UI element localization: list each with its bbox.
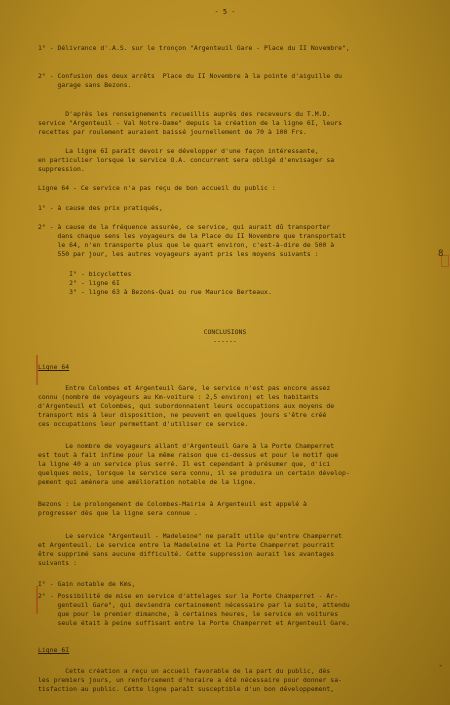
- section-heading-ligne-61: Ligne 6I: [38, 646, 70, 654]
- text-line: Le nombre de voyageurs allant d'Argenteuil Gare à la Porte Champerret: [38, 442, 335, 450]
- text-line: connu (nombre de voyageurs au Km-voiture : 2,5 environ) et les habitants: [38, 393, 319, 401]
- text-line: recettes par roulement auraient baissé journellement de 70 à 100 Frs.: [38, 128, 307, 136]
- text-line: 2° - Confusion des deux arrêts Place du II Novembre à la pointe d'aiguille du: [38, 72, 343, 80]
- text-line: 1° - à cause des prix pratiqués,: [38, 204, 163, 212]
- text-line: les premiers jours, un renforcement d'horaire a été nécessaire pour donner sa-: [38, 676, 343, 684]
- text-line: Le service "Argenteuil - Madeleine" ne paraît utile qu'entre Champerret: [38, 532, 343, 540]
- text-line: être supprimé sans aucune difficulté. Cette suppression aurait les avantages: [38, 550, 335, 558]
- section-heading-ligne-64-conclusion: Ligne 64: [38, 363, 70, 371]
- text-line: 2° - à cause de la fréquence assurée, ce service, qui aurait dû transporter: [38, 223, 331, 231]
- margin-mark: -: [438, 661, 444, 671]
- text-line: 550 par jour, les autres voyageurs ayant pris les moyens suivants :: [38, 250, 319, 258]
- text-line: 1° - Délivrance d'.A.S. sur le tronçon "Argenteuil Gare - Place du II Novembre",: [38, 44, 350, 52]
- conclusions-heading: CONCLUSIONS: [203, 328, 247, 336]
- text-line-bezons: Bezons : Le prolongement de Colombes-Mairie à Argenteuil est appelé à: [38, 500, 307, 508]
- text-line: Cette création a reçu un accueil favorable de la part du public, dès: [38, 667, 331, 675]
- conclusions-rule: ------: [213, 337, 237, 345]
- text-line: I° - Gain notable de Kms,: [38, 580, 136, 588]
- text-line: la ligne 40 a un service plus serré. Il est cependant à présumer que, d'ici: [38, 460, 331, 468]
- text-line: La ligne 6I paraît devoir se développer d'une façon intéressante,: [38, 147, 319, 155]
- text-line: ces occupations leur permettant d'utiliser ce service.: [38, 420, 249, 428]
- text-line: que pour le premier dimanche, à certaines heures, le service en voitures: [38, 610, 339, 618]
- text-line: suppression.: [38, 165, 85, 173]
- text-line: en particulier lorsque le service O.A. concurrent sera obligé d'envisager sa: [38, 156, 335, 164]
- text-line: d'Argenteuil et Colombes, qui subordonnaient leurs occupations aux moyens de: [38, 402, 335, 410]
- margin-mark: 8: [438, 249, 444, 259]
- text-line: dans chaque sens les voyageurs de la Place du II Novembre que transportait: [38, 232, 346, 240]
- text-line: le 64, n'en transporte plus que le quart environ, c'est-à-dire de 500 à: [38, 241, 335, 249]
- text-line: Entre Colombes et Argenteuil Gare, le service n'est pas encore assez: [38, 384, 331, 392]
- text-line: et Argenteuil. Le service entre la Madeleine et la Porte Champerret pourrait: [38, 541, 335, 549]
- text-line: tisfaction au public. Cette ligne paraît susceptible d'un bon développement,: [38, 685, 335, 693]
- text-line: 3° - ligne 63 à Bezons-Quai ou rue Maurice Berteaux.: [38, 288, 272, 296]
- section-heading-ligne-64: Ligne 64 - Ce service n'a pas reçu de bon accueil du public :: [38, 184, 276, 192]
- text-line: suivants :: [38, 559, 77, 567]
- text-line: genteuil Gare", qui deviendra certainement nécessaire par la suite, attendu: [38, 601, 350, 609]
- text-line: 2° - ligne 6I: [38, 279, 120, 287]
- text-line: progresser dès que la ligne sera connue .: [38, 509, 198, 517]
- text-line: garage sans Bezons.: [38, 81, 132, 89]
- text-line: service "Argenteuil - Val Notre-Dame" depuis la création de la ligne 6I, leurs: [38, 119, 343, 127]
- text-line: I° - bicyclettes: [38, 270, 132, 278]
- text-line: quelques mois, lorsque le service sera connu, il se produira un certain dévelop-: [38, 469, 350, 477]
- text-line: seule était à peine suffisant entre la Porte Champerret et Argenteuil Gare.: [38, 619, 350, 627]
- text-line: 2° - Possibilité de mise en service d'attelages sur la Porte Champerret - Ar-: [38, 592, 339, 600]
- page-number: - 5 -: [214, 8, 236, 16]
- text-line: transport mis à leur disposition, ne peuvent en quelques jours s'être créé: [38, 411, 327, 419]
- text-line: est tout à fait infime pour la même raison que ci-dessus et pour le motif que: [38, 451, 339, 459]
- text-line: pement qui amènera une amélioration notable de la ligne.: [38, 478, 257, 486]
- text-line: D'après les renseignements recueillis auprès des receveurs du T.M.D.: [38, 110, 331, 118]
